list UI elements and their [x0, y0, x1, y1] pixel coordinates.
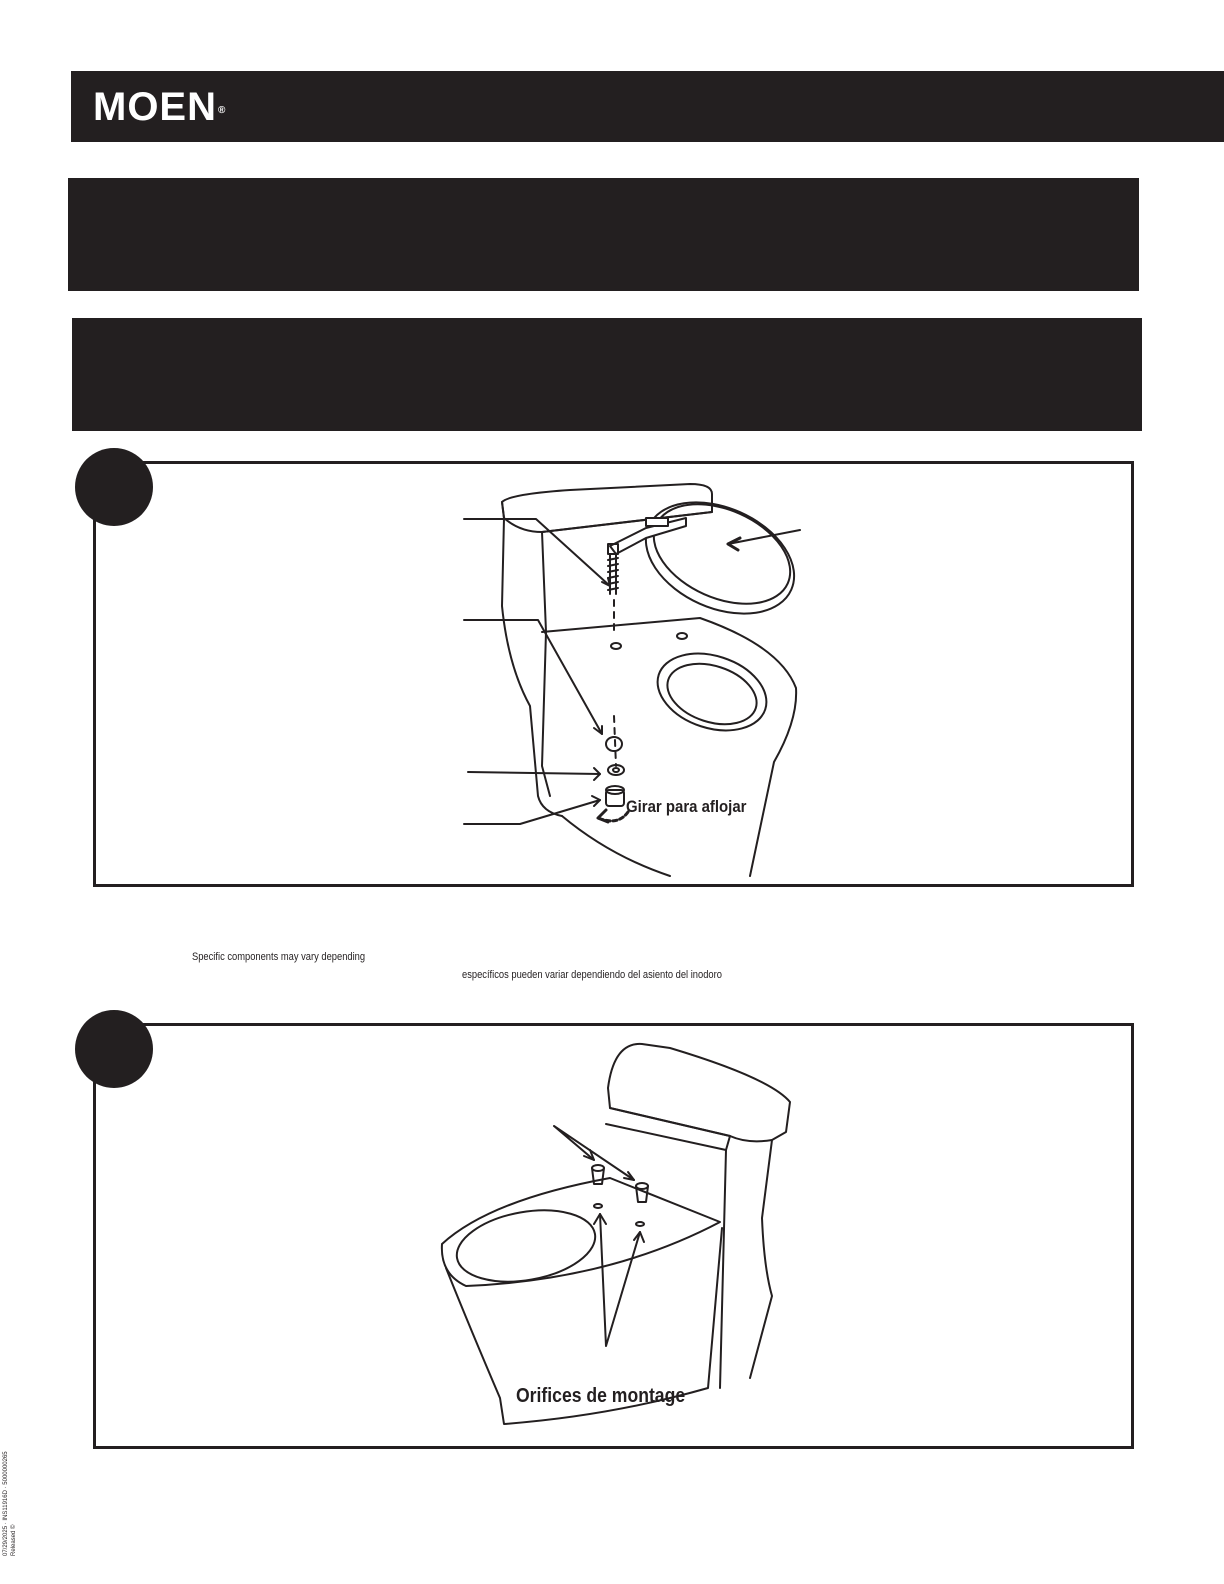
- document-code-line-1: 07/29/2025 · INS11916D · 5000000265: [3, 1451, 9, 1556]
- leader-bolt: [464, 519, 610, 586]
- document-code: [2, 1451, 18, 1556]
- rotate-callout: Girar para aflojar: [626, 798, 747, 817]
- mounting-hole-left: [594, 1204, 602, 1208]
- toilet-body: [502, 518, 562, 816]
- wing-nut: [606, 786, 624, 806]
- toilet-tank: [608, 1044, 790, 1141]
- section-subtitle-bar: [72, 318, 1142, 431]
- note-english: Specific components may vary depending: [192, 951, 366, 963]
- remove-seat-illustration: [450, 466, 820, 880]
- cone-washer: [606, 737, 622, 751]
- brand-bar: [71, 71, 1224, 142]
- mounting-holes-illustration: [430, 1028, 810, 1444]
- bowl-opening: [648, 640, 777, 743]
- leader-posts: [554, 1126, 634, 1180]
- hinge-post-right: [636, 1183, 648, 1202]
- step-1-badge: [75, 448, 153, 526]
- leader-cone: [464, 620, 602, 734]
- section-title-bar: [68, 178, 1139, 291]
- bowl-opening: [451, 1200, 601, 1291]
- holes-callout: Orifices de montage: [516, 1383, 686, 1407]
- moen-logo: [93, 85, 226, 129]
- note-spanish: específicos pueden variar dependiendo del asiento del inodoro: [462, 969, 722, 981]
- mounting-hole-right: [636, 1222, 644, 1226]
- leader-holes: [600, 1214, 640, 1346]
- toilet-seat: [610, 481, 812, 636]
- registered-mark: ®: [218, 105, 227, 116]
- step-2-badge: [75, 1010, 153, 1088]
- toilet-bowl: [542, 618, 796, 876]
- leader-washer: [468, 772, 600, 774]
- logo-text: MOEN: [93, 85, 217, 129]
- document-code-line-2: Released ©: [11, 1524, 17, 1556]
- toilet-deck: [442, 1178, 720, 1286]
- leader-nut: [464, 800, 600, 824]
